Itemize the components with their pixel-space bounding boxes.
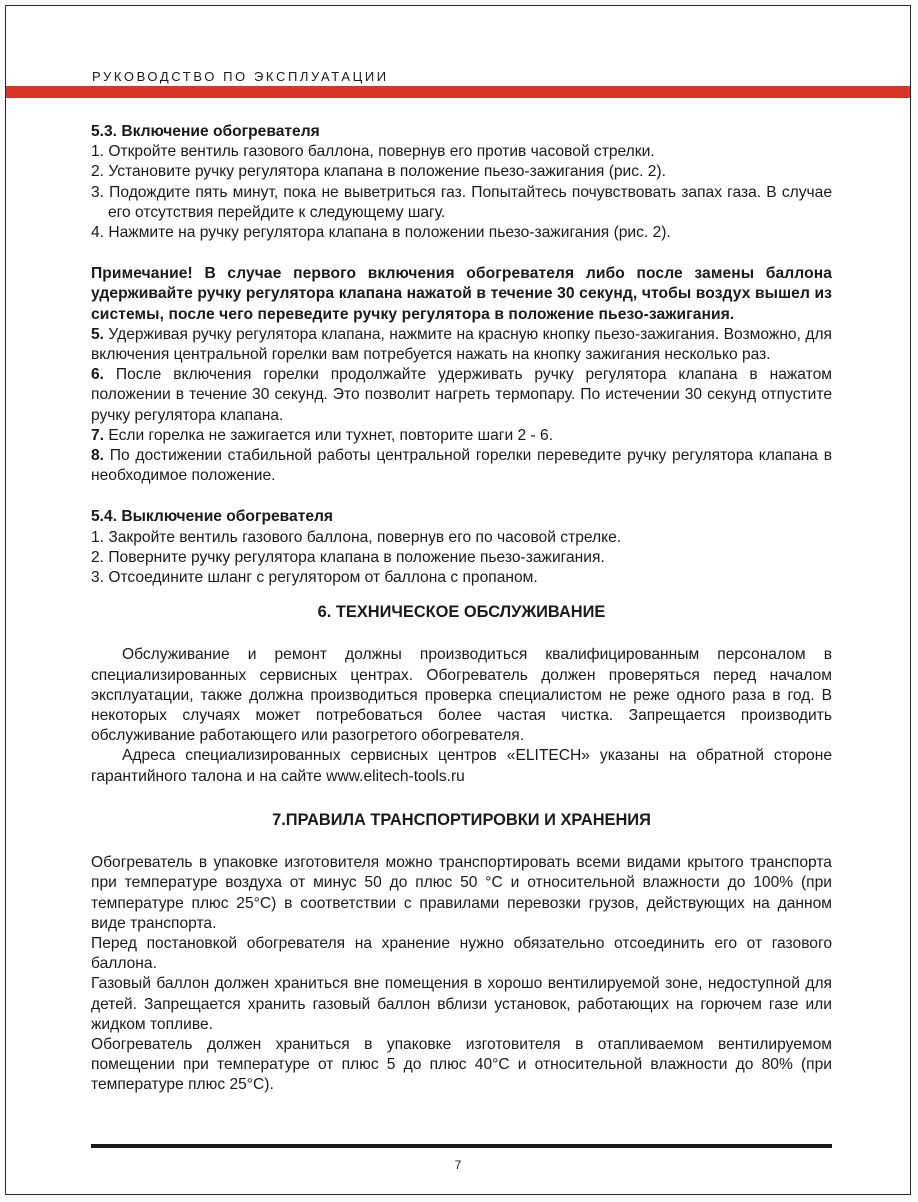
footer-rule [91, 1144, 832, 1148]
header-title: РУКОВОДСТВО ПО ЭКСПЛУАТАЦИИ [92, 69, 389, 84]
section-7-paragraph: Обогреватель в упаковке изготовителя можно транспортировать всеми видами крытого транспорта при температуре воздуха от минус 50 до плюс 50 °С и относительной влажности до 100% (при температуре плюс 25°С) в соответствии с правилами перевозки грузов, действующих на данном виде транспорта. [91, 854, 832, 932]
section-6-title: 6. ТЕХНИЧЕСКОЕ ОБСЛУЖИВАНИЕ [317, 603, 606, 622]
step-paragraph [91, 365, 832, 426]
list-item: 3. Отсоедините шланг с регулятором от баллона с пропаном. [91, 569, 538, 587]
section-5-4-title: 5.4. Выключение обогревателя [91, 508, 334, 526]
section-6-paragraph: Обслуживание и ремонт должны производиться квалифицированным персоналом в специализированных сервисных центрах. Обогреватель должен проверяться перед началом эксплуатации, также должна производиться проверка специалистом не реже одного раза в год. В некоторых случаях может потребоваться более частая чистка. Запрещается производить обслуживание работающего или разогретого обогревателя. [91, 646, 832, 745]
step-paragraph [91, 325, 832, 365]
document-page [5, 5, 911, 1195]
step-text: Удерживая ручку регулятора клапана, нажмите на красную кнопку пьезо-зажигания. Возможно, для включения центральной горелки вам потребуется нажать на кнопку зажигания несколько раз. [91, 325, 832, 364]
page-number: 7 [454, 1158, 462, 1172]
step-number: 8. [91, 447, 105, 465]
list-item: 2. Поверните ручку регулятора клапана в положение пьезо-зажигания. [91, 548, 605, 566]
section-6-paragraph: Адреса специализированных сервисных центров «ELITECH» указаны на обратной стороне гарантийного талона и на сайте www.elitech-tools.ru [91, 747, 832, 785]
note-paragraph: Примечание! В случае первого включения обогревателя либо после замены баллона удерживайте ручку регулятора клапана нажатой в течение 30 секунд, чтобы воздух вышел из системы, после чего переведите ручку регулятора в положение пьезо-зажигания. [91, 265, 832, 323]
list-item: 1. Откройте вентиль газового баллона, повернув его против часовой стрелки. [91, 143, 655, 161]
list-item: 2. Установите ручку регулятора клапана в положение пьезо-зажигания (рис. 2). [91, 163, 666, 181]
section-7-paragraph: Газовый баллон должен храниться вне помещения в хорошо вентилируемой зоне, недоступной для детей. Запрещается хранить газовый баллон вблизи установок, работающих на горючем газе или жидком топливе. [91, 975, 832, 1033]
section-7-title: 7.ПРАВИЛА ТРАНСПОРТИРОВКИ И ХРАНЕНИЯ [272, 810, 651, 829]
list-item: 3. Подождите пять минут, пока не выветриться газ. Попытайтесь почувствовать запах газа. В случае его отсутствия перейдите к следующему шагу. [91, 183, 832, 221]
list-item: 1. Закройте вентиль газового баллона, повернув его по часовой стрелке. [91, 528, 622, 546]
section-5-3-title: 5.3. Включение обогревателя [91, 123, 320, 140]
page-content [91, 122, 832, 1096]
step-number: 6. [91, 366, 105, 384]
header-red-bar [6, 86, 910, 98]
step-text: Если горелка не зажигается или тухнет, повторите шаги 2 - 6. [104, 426, 554, 444]
step-text: По достижении стабильной работы центральной горелки переведите ручку регулятора клапана в необходимое положение. [91, 447, 832, 485]
step-text: После включения горелки продолжайте удерживать ручку регулятора клапана в нажатом положении в течение 30 секунд. Это позволит нагреть термопару. По истечении 30 секунд отпустите ручку регулятора клапана. [91, 366, 832, 424]
section-7-paragraph: Обогреватель должен храниться в упаковке изготовителя в отапливаемом вентилируемом помещении при температуре от плюс 5 до плюс 40°С и относительной влажности до 80% (при температуре плюс 25°С). [91, 1035, 832, 1094]
step-paragraph [91, 426, 832, 446]
step-number: 7. [91, 426, 105, 444]
step-paragraph [91, 446, 832, 486]
list-item: 4. Нажмите на ручку регулятора клапана в положении пьезо-зажигания (рис. 2). [91, 224, 671, 242]
section-7-paragraph: Перед постановкой обогревателя на хранение нужно обязательно отсоединить его от газового баллона. [91, 934, 832, 973]
step-number: 5. [91, 325, 105, 343]
